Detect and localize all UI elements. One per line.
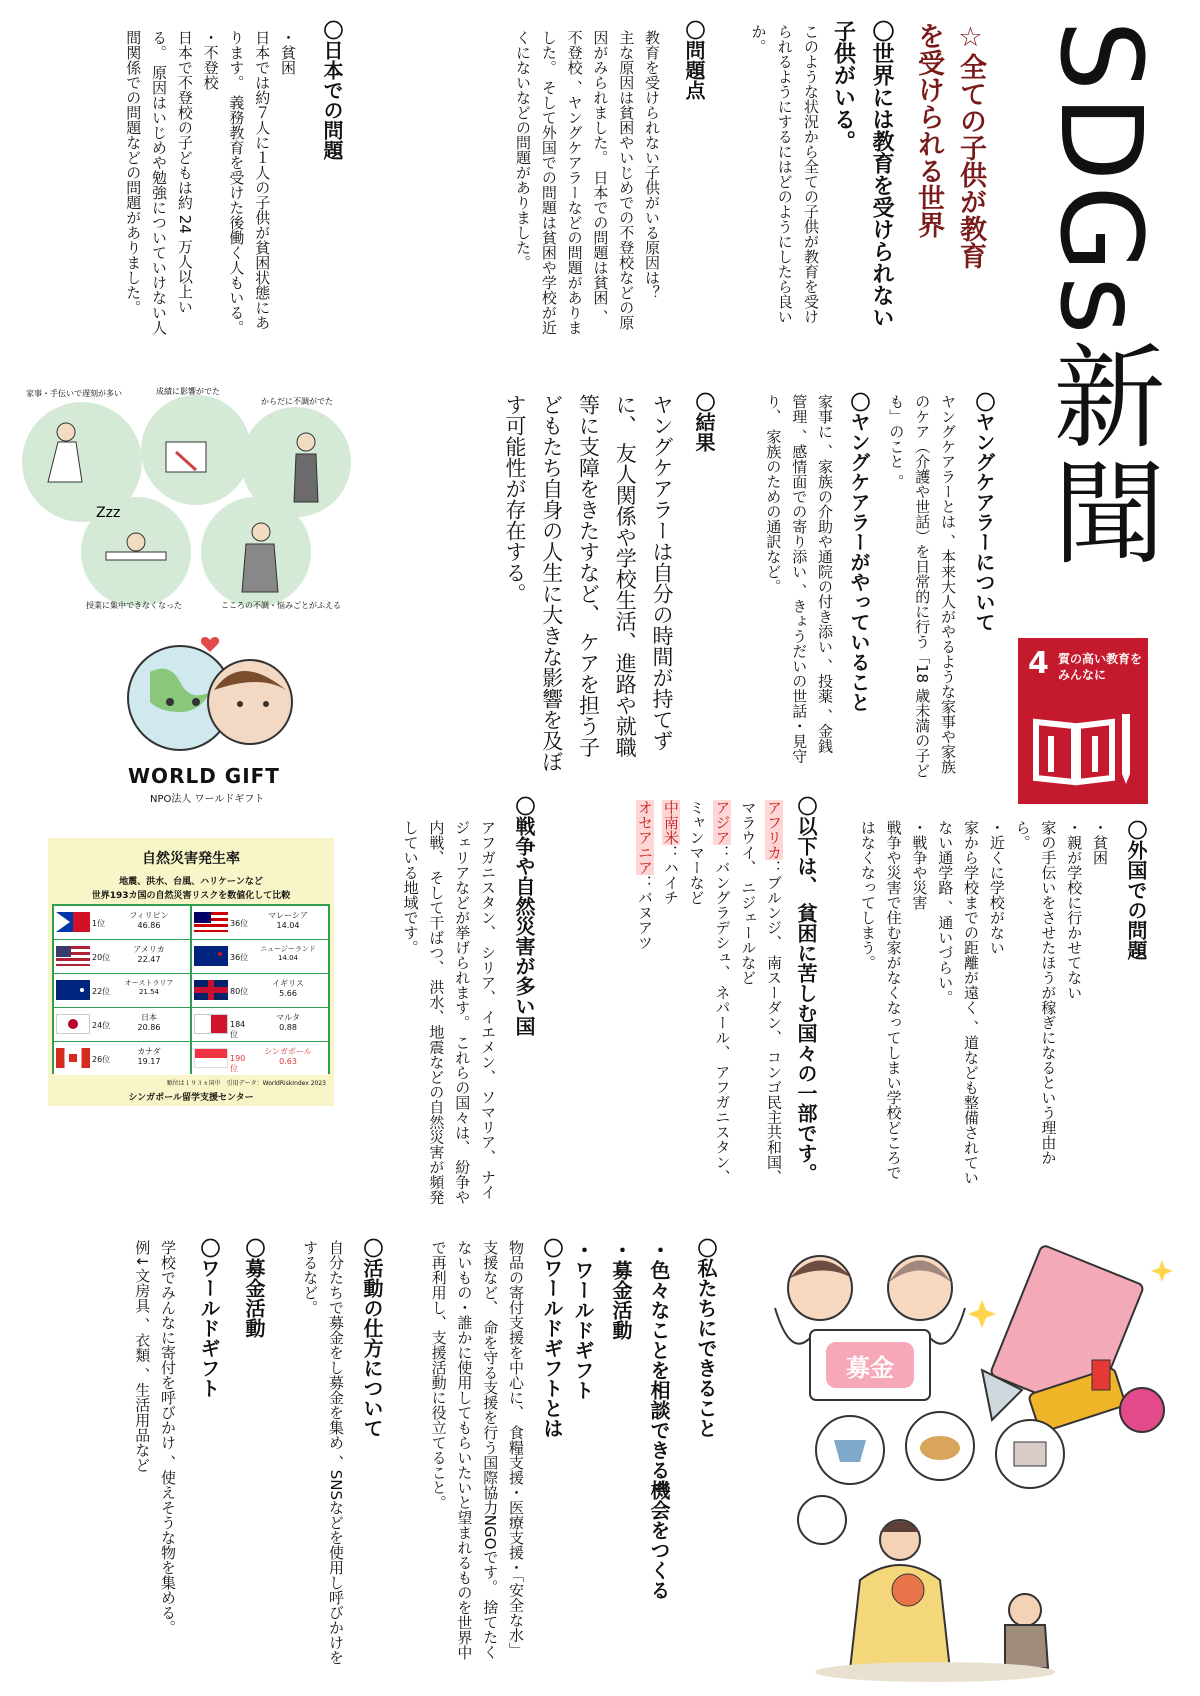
rank: 36位 [230, 919, 249, 928]
table-subtitle-2: 世界193カ国の自然災害リスクを数値化して比較 [91, 891, 291, 901]
score: 0.63 [279, 1057, 297, 1066]
rank: 190位 [230, 1054, 246, 1073]
rank: 1位 [92, 919, 106, 928]
masthead-title: SDGs新聞 [1035, 20, 1165, 571]
table-cell-right [192, 940, 328, 973]
country: マレーシア [268, 911, 308, 920]
foreign-p6: ・戦争や災害 [910, 820, 929, 910]
table-cell-right [192, 1042, 328, 1075]
country: 日本 [141, 1013, 157, 1022]
world-heading-text: 〇世界には教育を受けられない子供がいる。 [830, 20, 894, 328]
young-carer-heading: 〇ヤングケアラーについて [972, 392, 996, 632]
book-pencil-icon [1028, 708, 1138, 788]
country-score [112, 1042, 186, 1075]
score: 46.86 [137, 921, 161, 930]
problem-question: 教育を受けられない子供がいる原因は？ [643, 30, 661, 300]
flag-australia-icon [56, 980, 90, 1000]
illus-caption-2: 成績に影響がでた [156, 387, 220, 396]
globe-heart-icon [110, 632, 310, 762]
world-gift-body: 物品の寄付支援を中心に、 食糧支援・医療支援・「安全な水」支援など、 命を守る支援を行う国際協力NGOです。 捨てたくないもの・誰かに使用してもらいたいと望まれるものを世界中で再利用し、支援活動に役立てること。 [429, 1240, 525, 1660]
flag-singapore-icon [194, 1048, 228, 1068]
country: イギリス [272, 979, 304, 988]
problem-heading: 〇問題点 [682, 20, 706, 100]
problem-body [509, 30, 664, 335]
donation-box-label: 募金 [846, 1354, 894, 1382]
world-gift-name: WORLD GIFT [128, 764, 280, 788]
table-note: 順位は１９３ヵ国中 引用データ：WorldRiskIndex 2023 [166, 1080, 326, 1087]
score: 22.47 [137, 955, 161, 964]
problem-answer: 主な原因は貧困やいじめでの不登校などの原因がみられました。 日本での問題は貧困 、不登校 、ヤングケアラーなどの問題がありました。 そして外国での問題は貧困や学校が近くにないなどの問題がありました。 [514, 30, 636, 335]
world-headline-2: を受けられる世界 [913, 22, 944, 238]
world-gift-heading: 〇ワールドギフトとは [540, 1238, 564, 1438]
table-cell-right [192, 974, 328, 1007]
flag-canada-icon [56, 1048, 90, 1068]
latam-countries: ：ハイチ [661, 845, 680, 905]
country-score [112, 974, 186, 1007]
flag-japan-icon [56, 1014, 90, 1034]
table-row [54, 974, 328, 1007]
flag-uk-icon [194, 980, 228, 1000]
score: 5.66 [279, 989, 297, 998]
score: 14.04 [277, 954, 299, 962]
japan-poverty-label: ・貧困 [279, 30, 297, 75]
world-body: このような状況から全ての子供が教育を受けられるようにするにはどのようにしたら良いか。 [749, 24, 820, 324]
africa-countries: ：ブルンジ、 南スーダン、 コンゴ民主共和国、 マラウイ、 ニジェールなど [739, 800, 783, 1185]
illus-sleep-text: Zzz [96, 505, 121, 521]
foreign-body [854, 820, 1112, 1190]
flag-usa-icon [56, 946, 90, 966]
score: 21.54 [138, 988, 160, 996]
table-cell-right [192, 906, 328, 939]
foreign-p4: ・近くに学校がない [987, 820, 1006, 955]
score: 0.88 [279, 1023, 297, 1032]
table-subtitle-1: 地震、洪水、台風、ハリケーンなど [119, 877, 263, 887]
rank: 80位 [230, 987, 249, 996]
young-carer-duties-heading: 〇ヤングケアラーがやっていること [847, 392, 871, 712]
result-body: ヤングケアラーは自分の時間が持てずに、 友人関係や学校生活、進路や就職等に支障をきたすなど、 ケアを担う子どもたち自身の人生に大きな影響を及ぼす可能性が存在する。 [503, 394, 674, 772]
table-cell-right [192, 1008, 328, 1041]
wg-activity-body [128, 1240, 180, 1670]
table-row [54, 906, 328, 939]
illus-caption-4: 授業に集中できなくなった [86, 601, 182, 610]
can-do-list [564, 1240, 678, 1670]
country-score [112, 1008, 186, 1041]
young-carer-body: ヤングケアラーとは 、本来大人がやるような家事や家族のケア（介護や世話）を日常的に行う「18 歳未満の子ども」のこと 。 [887, 394, 957, 778]
latam-label: 中南米 [661, 800, 680, 845]
young-carer-duties-body: 家事に 、家族の介助や通院の付き添い 、投薬 、金銭管理 、感情面での寄り添い 、きょうだいの世話・見守り、 家族のための通訳など。 [764, 394, 834, 764]
table-row [54, 940, 328, 973]
country-score [252, 974, 324, 1007]
rank: 184位 [230, 1020, 246, 1039]
country-score [112, 940, 186, 973]
sdg-label-2: みんなに [1058, 668, 1107, 682]
table-row [54, 1008, 328, 1041]
foreign-p7: 戦争や災害で住む家がなくなってしまい学校どころではなくなってしまう。 [858, 820, 903, 1180]
activity-body: 自分たちで募金をし募金を集め 、SNSなどを使用し呼びかけをするなど。 [301, 1240, 345, 1666]
asia-countries: ：バングラデシュ、 ネパール、 アフガニスタン、 ミャンマーなど [687, 800, 732, 1185]
poverty-africa [734, 800, 786, 1200]
country-score [252, 1008, 324, 1041]
flag-malaysia-icon [194, 912, 228, 932]
rank: 36位 [230, 953, 249, 962]
table-cell-left [54, 974, 190, 1007]
africa-label: アフリカ [765, 800, 783, 860]
can-do-item-2: ・募金活動 [609, 1240, 633, 1340]
world-heading [823, 20, 900, 330]
score: 19.17 [137, 1057, 161, 1066]
wg-activity-text: 学校でみんなに寄付を呼びかけ 、使えそうな物を集める。 [159, 1240, 177, 1635]
japan-truancy-label: ・不登校 [201, 30, 220, 90]
country: フィリピン [129, 911, 169, 920]
rank: 24位 [92, 1021, 111, 1030]
country: カナダ [137, 1047, 161, 1056]
fund-heading: 〇募金活動 [242, 1238, 266, 1338]
oceania-countries: ：バヌアツ [636, 875, 655, 950]
world-gift-sub: NPO法人 ワールドギフト [150, 794, 265, 805]
donation-illustration [770, 1238, 970, 1408]
war-body: アフガニスタン、 シリア、 イエメン、 ソマリア、 ナイジェリアなどが挙げられます。 これらの国々は、 紛争や内戦、 そして干ばつ、 洪水、地震などの自然災害が頻発している地域です。 [401, 820, 497, 1205]
table-cell-left [54, 940, 190, 973]
score: 20.86 [137, 1023, 161, 1032]
japan-heading: 〇日本での問題 [320, 20, 344, 160]
country-score [252, 906, 324, 939]
japan-truancy-text: 日本で不登校の子どもは約 24 万人以上いる。 原因はいじめや勉強についていけない人間関係での問題などの問題がありました。 [124, 30, 194, 335]
wg-activity-example: 例↓文房具 、衣類 、生活用品など [133, 1240, 152, 1473]
foreign-p2: ・親が学校に行かせてない [1065, 820, 1084, 1000]
poverty-asia [683, 800, 735, 1200]
country: ニュージーランド [260, 945, 316, 953]
world-headline-1: ☆全ての子供が教育 [955, 22, 986, 269]
wg-activity-heading: 〇ワールドギフト [197, 1238, 221, 1398]
country: マルタ [276, 1013, 300, 1022]
illus-caption-5: こころの不調・悩みごとがふえる [221, 601, 341, 610]
score: 14.04 [276, 921, 300, 930]
table-cell-left [54, 906, 190, 939]
activity-heading: 〇活動の仕方について [360, 1238, 384, 1438]
sdg-goal-4-badge [1018, 638, 1148, 804]
world-gift-logo [110, 632, 310, 805]
young-carer-illustration [6, 382, 356, 612]
can-do-item-1: ・色々なことを相談できる機会をつくる [647, 1240, 671, 1600]
can-do-heading: 〇私たちにできること [694, 1238, 718, 1438]
japan-body [0, 30, 300, 335]
disaster-risk-table [48, 838, 334, 1106]
table-title: 自然災害発生率 [142, 851, 240, 867]
foreign-p3: 家の手伝いをさせたほうが稼ぎになるという理由から。 [1013, 820, 1058, 1165]
poverty-body [631, 800, 786, 1200]
poverty-latam [657, 800, 683, 1200]
rank: 22位 [92, 987, 111, 996]
rank: 26位 [92, 1055, 111, 1064]
oceania-label: オセアニア [636, 800, 655, 875]
country: アメリカ [133, 945, 165, 954]
table-cell-left [54, 1042, 190, 1075]
flag-philippines-icon [56, 912, 90, 932]
flag-malta-icon [194, 1014, 228, 1034]
country-score [252, 940, 324, 973]
poverty-oceania [631, 800, 657, 1200]
foreign-heading: 〇外国での問題 [1124, 820, 1148, 960]
mother-child-illustration [790, 1410, 1080, 1690]
table-footer: シンガポール留学支援センター [128, 1093, 254, 1103]
asia-label: アジア [713, 800, 732, 845]
result-heading: 〇結果 [692, 392, 716, 452]
table-row [54, 1042, 328, 1075]
country: オーストラリア [124, 979, 174, 987]
illus-caption-3: からだに不調がでた [261, 397, 333, 406]
war-heading: 〇戦争や自然災害が多い国 [512, 796, 536, 1036]
foreign-p1: ・貧困 [1091, 820, 1109, 865]
country: シンガポール [264, 1047, 312, 1056]
rank: 20位 [92, 953, 111, 962]
country-score [252, 1042, 324, 1075]
sdg-number: 4 [1028, 646, 1049, 681]
can-do-item-3: ・ワールドギフト [571, 1240, 595, 1400]
sdg-label-1: 質の高い教育を [1058, 652, 1143, 666]
table-cell-left [54, 1008, 190, 1041]
foreign-p5: 家から学校までの距離が遠く 、道なども整備されていない通学路 、通いづらい。 [936, 820, 981, 1185]
country-score [112, 906, 186, 939]
poverty-heading: 〇以下は、 貧困に苦しむ国々の一部です。 [794, 796, 818, 1183]
illus-caption-1: 家事・手伝いで遅刻が多い [26, 389, 122, 398]
table-rows [54, 906, 328, 1075]
japan-poverty-text: 日本では約７人に１人の子供が貧困状態にあります。 義務教育を受けた後働く人もいる。 [227, 30, 272, 335]
flag-new-zealand-icon [194, 946, 228, 966]
